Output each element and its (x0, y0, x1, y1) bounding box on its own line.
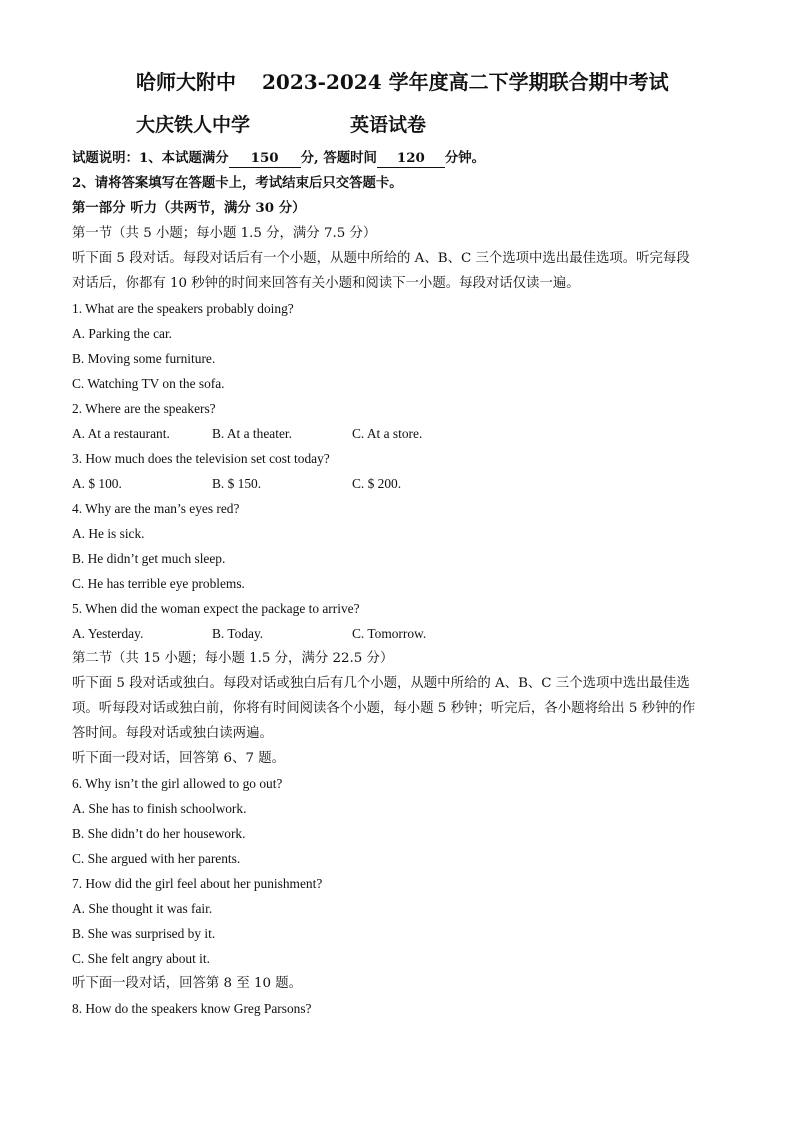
question-1-option-a: A. Parking the car. (72, 326, 173, 341)
question-5-option-b: B. Today. (212, 626, 264, 641)
dialog-2-intro: 听下面一段对话，回答第 8 至 10 题。 (72, 976, 303, 991)
question-5-options (72, 621, 722, 646)
exam-content (72, 146, 722, 1021)
school-name-a: 哈师大附中 (136, 70, 236, 94)
question-7-option-c: C. She felt angry about it. (72, 951, 210, 966)
question-4-option-a: A. He is sick. (72, 526, 145, 541)
instructions-line-1: 试题说明：1、本试题满分 150 分, 答题时间 120 分钟。 (72, 150, 486, 166)
section1-heading: 第一节（共 5 小题；每小题 1.5 分，满分 7.5 分） (72, 226, 377, 241)
section2-intro-3: 答时间。每段对话或独白读两遍。 (72, 726, 273, 741)
question-6-option-c: C. She argued with her parents. (72, 851, 241, 866)
question-6-option-b: B. She didn’t do her housework. (72, 826, 246, 841)
dialog-1-intro: 听下面一段对话，回答第 6、7 题。 (72, 751, 286, 766)
question-3-options (72, 471, 722, 496)
question-1-stem: 1. What are the speakers probably doing? (72, 301, 294, 316)
subject-title: 英语试卷 (350, 114, 427, 136)
question-1-option-c: C. Watching TV on the sofa. (72, 376, 225, 391)
section2-intro-1: 听下面 5 段对话或独白。每段对话或独白后有几个小题，从题中所给的 A、B、C 三个选项中选出最佳选 (72, 676, 690, 691)
question-3-stem: 3. How much does the television set cost today? (72, 451, 330, 466)
question-7-stem: 7. How did the girl feel about her punishment? (72, 876, 323, 891)
instructions-line-2: 2、请将答案填写在答题卡上，考试结束后只交答题卡。 (72, 175, 403, 191)
full-score-blank: 150 (229, 149, 301, 168)
subject-title-line (136, 110, 426, 137)
question-5-option-c: C. Tomorrow. (352, 626, 427, 641)
section2-heading: 第二节（共 15 小题；每小题 1.5 分，满分 22.5 分） (72, 651, 394, 666)
question-3-option-b: B. $ 150. (212, 476, 262, 491)
question-7-option-a: A. She thought it was fair. (72, 901, 213, 916)
question-6-stem: 6. Why isn’t the girl allowed to go out? (72, 776, 283, 791)
part1-heading: 第一部分 听力（共两节，满分 30 分） (72, 200, 306, 216)
question-8-stem: 8. How do the speakers know Greg Parsons? (72, 1001, 312, 1016)
question-6-option-a: A. She has to finish schoolwork. (72, 801, 247, 816)
question-4-option-c: C. He has terrible eye problems. (72, 576, 245, 591)
question-2-option-c: C. At a store. (352, 426, 423, 441)
question-3-option-a: A. $ 100. (72, 476, 122, 491)
school-name-b: 大庆铁人中学 (136, 114, 251, 136)
question-4-option-b: B. He didn’t get much sleep. (72, 551, 226, 566)
question-1-option-b: B. Moving some furniture. (72, 351, 216, 366)
question-3-option-c: C. $ 200. (352, 476, 402, 491)
section1-intro-1: 听下面 5 段对话。每段对话后有一个小题，从题中所给的 A、B、C 三个选项中选出最佳选项。听完每段 (72, 251, 690, 266)
section2-intro-2: 项。听每段对话或独白前，你将有时间阅读各个小题，每小题 5 秒钟；听完后，各小题将给出 5 秒钟的作 (72, 701, 696, 716)
time-blank: 120 (377, 149, 445, 168)
question-5-option-a: A. Yesterday. (72, 626, 144, 641)
question-5-stem: 5. When did the woman expect the package to arrive? (72, 601, 360, 616)
question-2-option-b: B. At a theater. (212, 426, 292, 441)
exam-title-line (136, 66, 669, 95)
question-2-stem: 2. Where are the speakers? (72, 401, 216, 416)
exam-title: 2023-2024 学年度高二下学期联合期中考试 (262, 70, 669, 94)
question-2-option-a: A. At a restaurant. (72, 426, 170, 441)
question-2-options (72, 421, 722, 446)
question-4-stem: 4. Why are the man’s eyes red? (72, 501, 240, 516)
section1-intro-2: 对话后，你都有 10 秒钟的时间来回答有关小题和阅读下一小题。每段对话仅读一遍。 (72, 276, 580, 291)
question-7-option-b: B. She was surprised by it. (72, 926, 216, 941)
